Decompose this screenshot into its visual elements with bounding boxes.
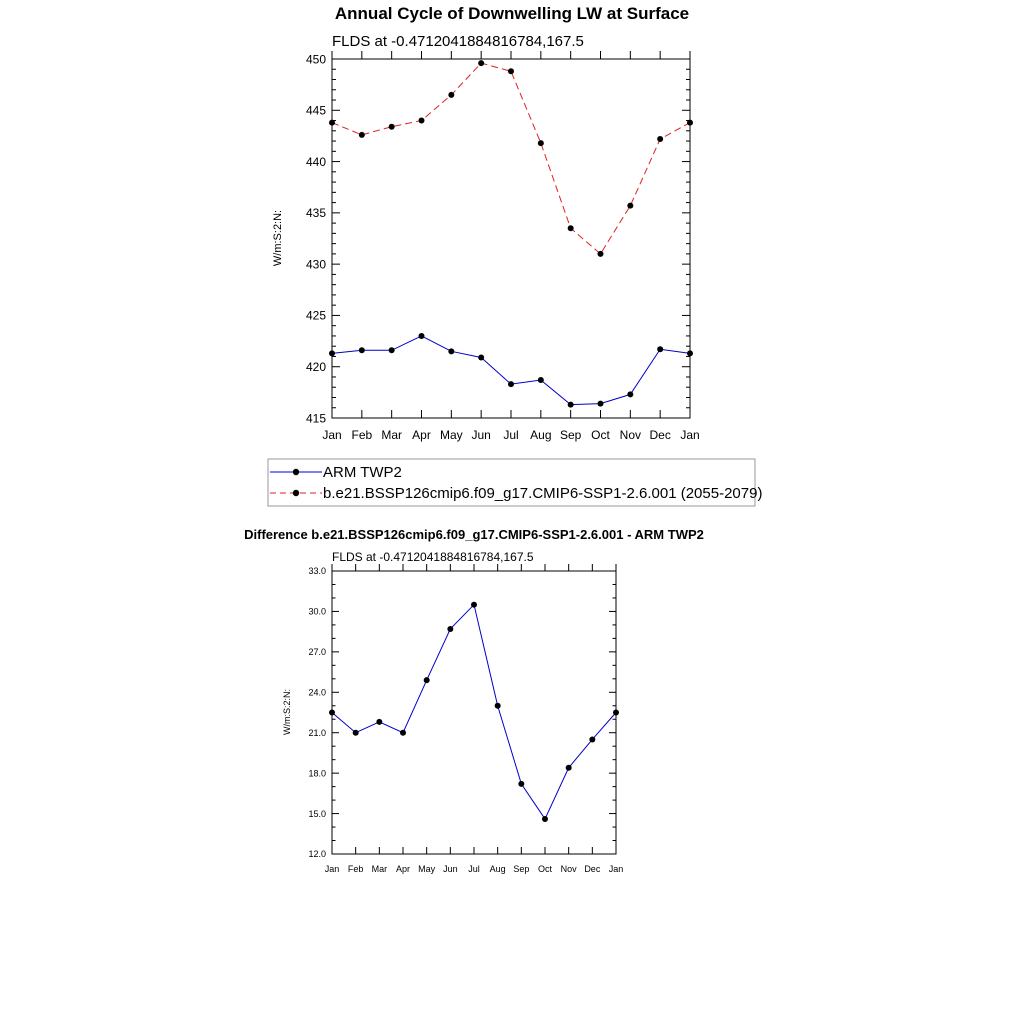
legend-label-series2: b.e21.BSSP126cmip6.f09_g17.CMIP6-SSP1-2.6.001 (2055-2079) bbox=[323, 485, 763, 502]
chart2-xtick-label: Jul bbox=[468, 864, 480, 874]
chart2-series1-point bbox=[329, 710, 335, 716]
chart1-series2-point bbox=[329, 120, 335, 126]
chart2-series1-point bbox=[400, 730, 406, 736]
chart2-ytick-label: 21.0 bbox=[308, 727, 326, 738]
chart1-xtick-label: Mar bbox=[381, 428, 403, 442]
chart1-series2-point bbox=[478, 60, 484, 66]
chart1-ylabel: W/m:S:2:N: bbox=[272, 209, 284, 267]
chart2-ytick-label: 18.0 bbox=[308, 768, 326, 779]
chart2-series1-point bbox=[518, 781, 524, 787]
chart1-series2-point bbox=[359, 132, 365, 138]
chart1-ytick-label: 435 bbox=[305, 206, 326, 221]
chart2-xtick-label: Nov bbox=[560, 864, 577, 874]
chart2-xtick-label: Sep bbox=[513, 864, 530, 874]
chart2-ytick-label: 12.0 bbox=[308, 849, 326, 860]
chart1-xtick-label: Jan bbox=[322, 428, 342, 442]
chart1-series1-point bbox=[538, 377, 544, 383]
chart2-xtick-label: Mar bbox=[371, 864, 388, 874]
chart1-ytick-label: 445 bbox=[305, 103, 326, 118]
chart2-plot bbox=[308, 564, 623, 874]
chart1-series1-point bbox=[419, 333, 425, 339]
chart1-series2-point bbox=[568, 225, 574, 231]
chart2-frame bbox=[332, 571, 616, 854]
chart2-ytick-label: 15.0 bbox=[308, 808, 326, 819]
chart2-series1-point bbox=[471, 602, 477, 608]
chart2-xtick-label: Jun bbox=[443, 864, 458, 874]
legend-label-series1: ARM TWP2 bbox=[323, 464, 402, 481]
chart2-series1-point bbox=[613, 710, 619, 716]
chart1-title: Annual Cycle of Downwelling LW at Surface bbox=[334, 4, 690, 23]
chart1-series1-point bbox=[508, 381, 514, 387]
chart1-ytick-label: 420 bbox=[305, 360, 326, 375]
chart1-xtick-label: May bbox=[439, 428, 463, 442]
legend-marker-series1 bbox=[293, 469, 299, 475]
chart1-series1-point bbox=[687, 350, 693, 356]
chart2-xtick-label: Feb bbox=[347, 864, 364, 874]
chart1-series1-point bbox=[598, 401, 604, 407]
chart2-ytick-label: 27.0 bbox=[308, 647, 326, 658]
chart1-series1-point bbox=[329, 350, 335, 356]
chart2-series1-point bbox=[589, 736, 595, 742]
chart1-series2-point bbox=[657, 136, 663, 142]
chart2-series1-point bbox=[376, 719, 382, 725]
chart1-series1-line bbox=[332, 336, 690, 405]
chart1-ytick-label: 440 bbox=[305, 154, 326, 169]
chart2-xtick-label: May bbox=[418, 864, 436, 874]
chart1-series1-point bbox=[627, 391, 633, 397]
chart1-xtick-label: Aug bbox=[530, 428, 552, 442]
chart1-series2-point bbox=[448, 92, 454, 98]
chart2-ytick-label: 24.0 bbox=[308, 687, 326, 698]
chart1-series1-point bbox=[359, 347, 365, 353]
chart1-xtick-label: Oct bbox=[591, 428, 610, 442]
chart1-xtick-label: Dec bbox=[649, 428, 671, 442]
chart2-series1-point bbox=[566, 765, 572, 771]
chart1-series2-line bbox=[332, 63, 690, 254]
chart2-xtick-label: Jan bbox=[608, 864, 624, 874]
chart1-series2-point bbox=[598, 251, 604, 257]
chart2-xtick-label: Dec bbox=[584, 864, 601, 874]
chart1-series2-point bbox=[419, 118, 425, 124]
chart1-legend bbox=[268, 459, 762, 506]
chart1-xtick-label: Nov bbox=[619, 428, 642, 442]
chart2-ytick-label: 30.0 bbox=[308, 606, 326, 617]
chart1-series1-point bbox=[389, 347, 395, 353]
chart1-plot bbox=[306, 51, 700, 442]
chart1-ytick-label: 450 bbox=[305, 52, 326, 67]
chart2-series1-point bbox=[447, 626, 453, 632]
chart2-xtick-label: Jan bbox=[324, 864, 340, 874]
chart2-subtitle: FLDS at -0.4712041884816784,167.5 bbox=[332, 550, 534, 564]
chart2-xtick-label: Apr bbox=[395, 864, 411, 874]
chart1-ytick-label: 415 bbox=[305, 411, 326, 426]
chart1-subtitle: FLDS at -0.4712041884816784,167.5 bbox=[332, 33, 584, 50]
chart1-xtick-label: Sep bbox=[559, 428, 582, 442]
chart1-ytick-label: 425 bbox=[305, 308, 326, 323]
chart1-series2-point bbox=[627, 203, 633, 209]
chart2-ylabel: W/m:S:2:N: bbox=[282, 688, 292, 736]
chart2-title: Difference b.e21.BSSP126cmip6.f09_g17.CMIP6-SSP1-2.6.001 - ARM TWP2 bbox=[244, 527, 704, 542]
chart1-series2-point bbox=[538, 140, 544, 146]
chart2-series1-point bbox=[495, 703, 501, 709]
chart1-xtick-label: Feb bbox=[351, 428, 373, 442]
chart2-xtick-label: Aug bbox=[489, 864, 506, 874]
chart1-frame bbox=[332, 59, 690, 418]
chart1-series1-point bbox=[448, 348, 454, 354]
chart1-series2-point bbox=[687, 120, 693, 126]
chart1-xtick-label: Jun bbox=[471, 428, 491, 442]
chart1-series1-point bbox=[657, 346, 663, 352]
chart2-xtick-label: Oct bbox=[537, 864, 553, 874]
chart1-ytick-label: 430 bbox=[305, 257, 326, 272]
chart2-ytick-label: 33.0 bbox=[308, 566, 326, 577]
chart1-xtick-label: Jan bbox=[680, 428, 700, 442]
chart2-series1-point bbox=[353, 730, 359, 736]
chart1-series1-point bbox=[478, 354, 484, 360]
legend-marker-series2 bbox=[293, 490, 299, 496]
chart1-series2-point bbox=[389, 124, 395, 130]
chart2-series1-point bbox=[424, 677, 430, 683]
chart1-xtick-label: Apr bbox=[412, 428, 431, 442]
chart1-series1-point bbox=[568, 402, 574, 408]
chart1-xtick-label: Jul bbox=[503, 428, 519, 442]
chart1-series2-point bbox=[508, 68, 514, 74]
chart2-series1-line bbox=[332, 605, 616, 819]
chart2-series1-point bbox=[542, 816, 548, 822]
